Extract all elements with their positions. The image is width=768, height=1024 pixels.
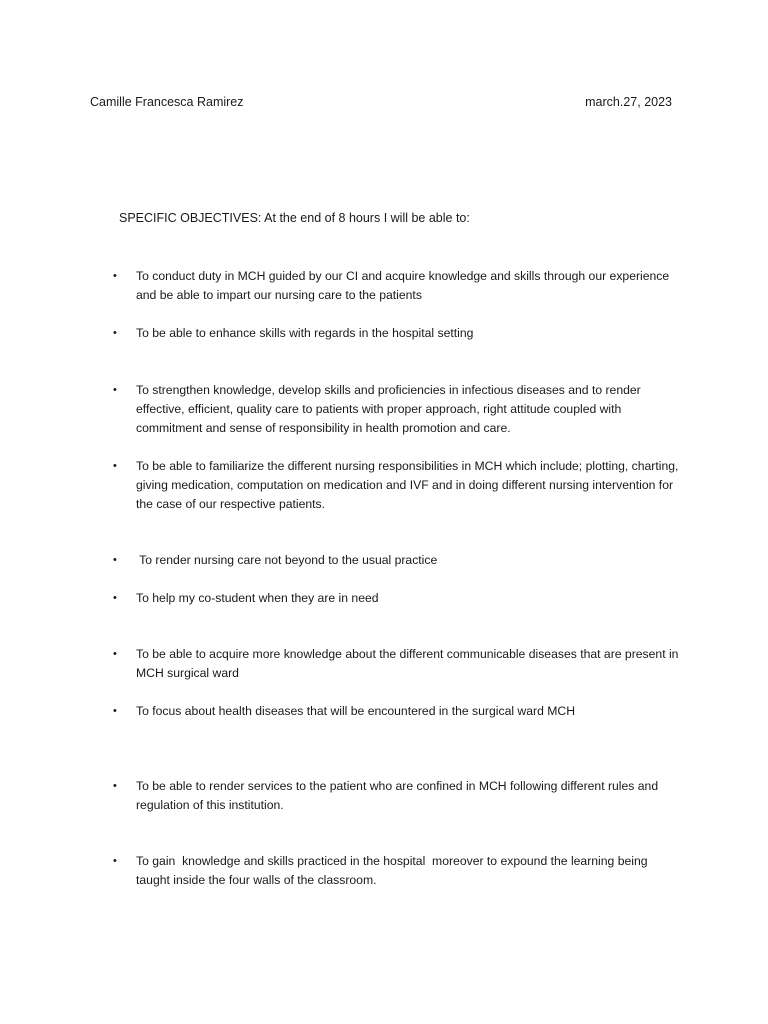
bullet-icon: • (113, 705, 117, 717)
objective-item (110, 551, 680, 570)
bullet-icon: • (113, 648, 117, 660)
objective-item (110, 702, 680, 721)
objective-text: To be able to enhance skills with regards in the hospital setting (136, 326, 474, 340)
bullet-icon: • (113, 327, 117, 339)
author-name: Camille Francesca Ramirez (90, 95, 244, 109)
objective-text: To be able to acquire more knowledge about the different communicable diseases that are present in MCH surgical ward (136, 647, 679, 680)
objective-text: To strengthen knowledge, develop skills and proficiencies in infectious diseases and to render effective, efficient, quality care to patients with proper approach, right attitude coupled with commitment and sense of responsibility in health promotion and care. (136, 383, 641, 435)
bullet-icon: • (113, 554, 117, 566)
objective-item (110, 457, 680, 514)
objective-item (110, 589, 680, 608)
document-date: march.27, 2023 (585, 95, 672, 109)
objective-item (110, 324, 680, 343)
objective-item (110, 267, 680, 305)
objective-text: To help my co-student when they are in need (136, 591, 379, 605)
objective-text: To conduct duty in MCH guided by our CI and acquire knowledge and skills through our experience and be able to impart our nursing care to the patients (136, 269, 670, 302)
bullet-icon: • (113, 384, 117, 396)
objectives-heading: SPECIFIC OBJECTIVES: At the end of 8 hours I will be able to: (119, 211, 470, 225)
bullet-icon: • (113, 270, 117, 282)
objective-item (110, 777, 680, 815)
objective-text: To render nursing care not beyond to the usual practice (136, 553, 438, 567)
objective-item (110, 645, 680, 683)
bullet-icon: • (113, 855, 117, 867)
bullet-icon: • (113, 592, 117, 604)
objective-text: To gain knowledge and skills practiced in the hospital moreover to expound the learning being taught inside the four walls of the classroom. (136, 854, 651, 887)
objective-text: To focus about health diseases that will be encountered in the surgical ward MCH (136, 704, 575, 718)
bullet-icon: • (113, 460, 117, 472)
objective-text: To be able to render services to the patient who are confined in MCH following different rules and regulation of this institution. (136, 779, 659, 812)
objective-item (110, 852, 680, 890)
bullet-icon: • (113, 780, 117, 792)
objective-item (110, 381, 680, 438)
objective-text: To be able to familiarize the different nursing responsibilities in MCH which include; plotting, charting, giving medication, computation on medication and IVF and in doing different nursing intervention for the case of our respective patients. (136, 459, 679, 511)
